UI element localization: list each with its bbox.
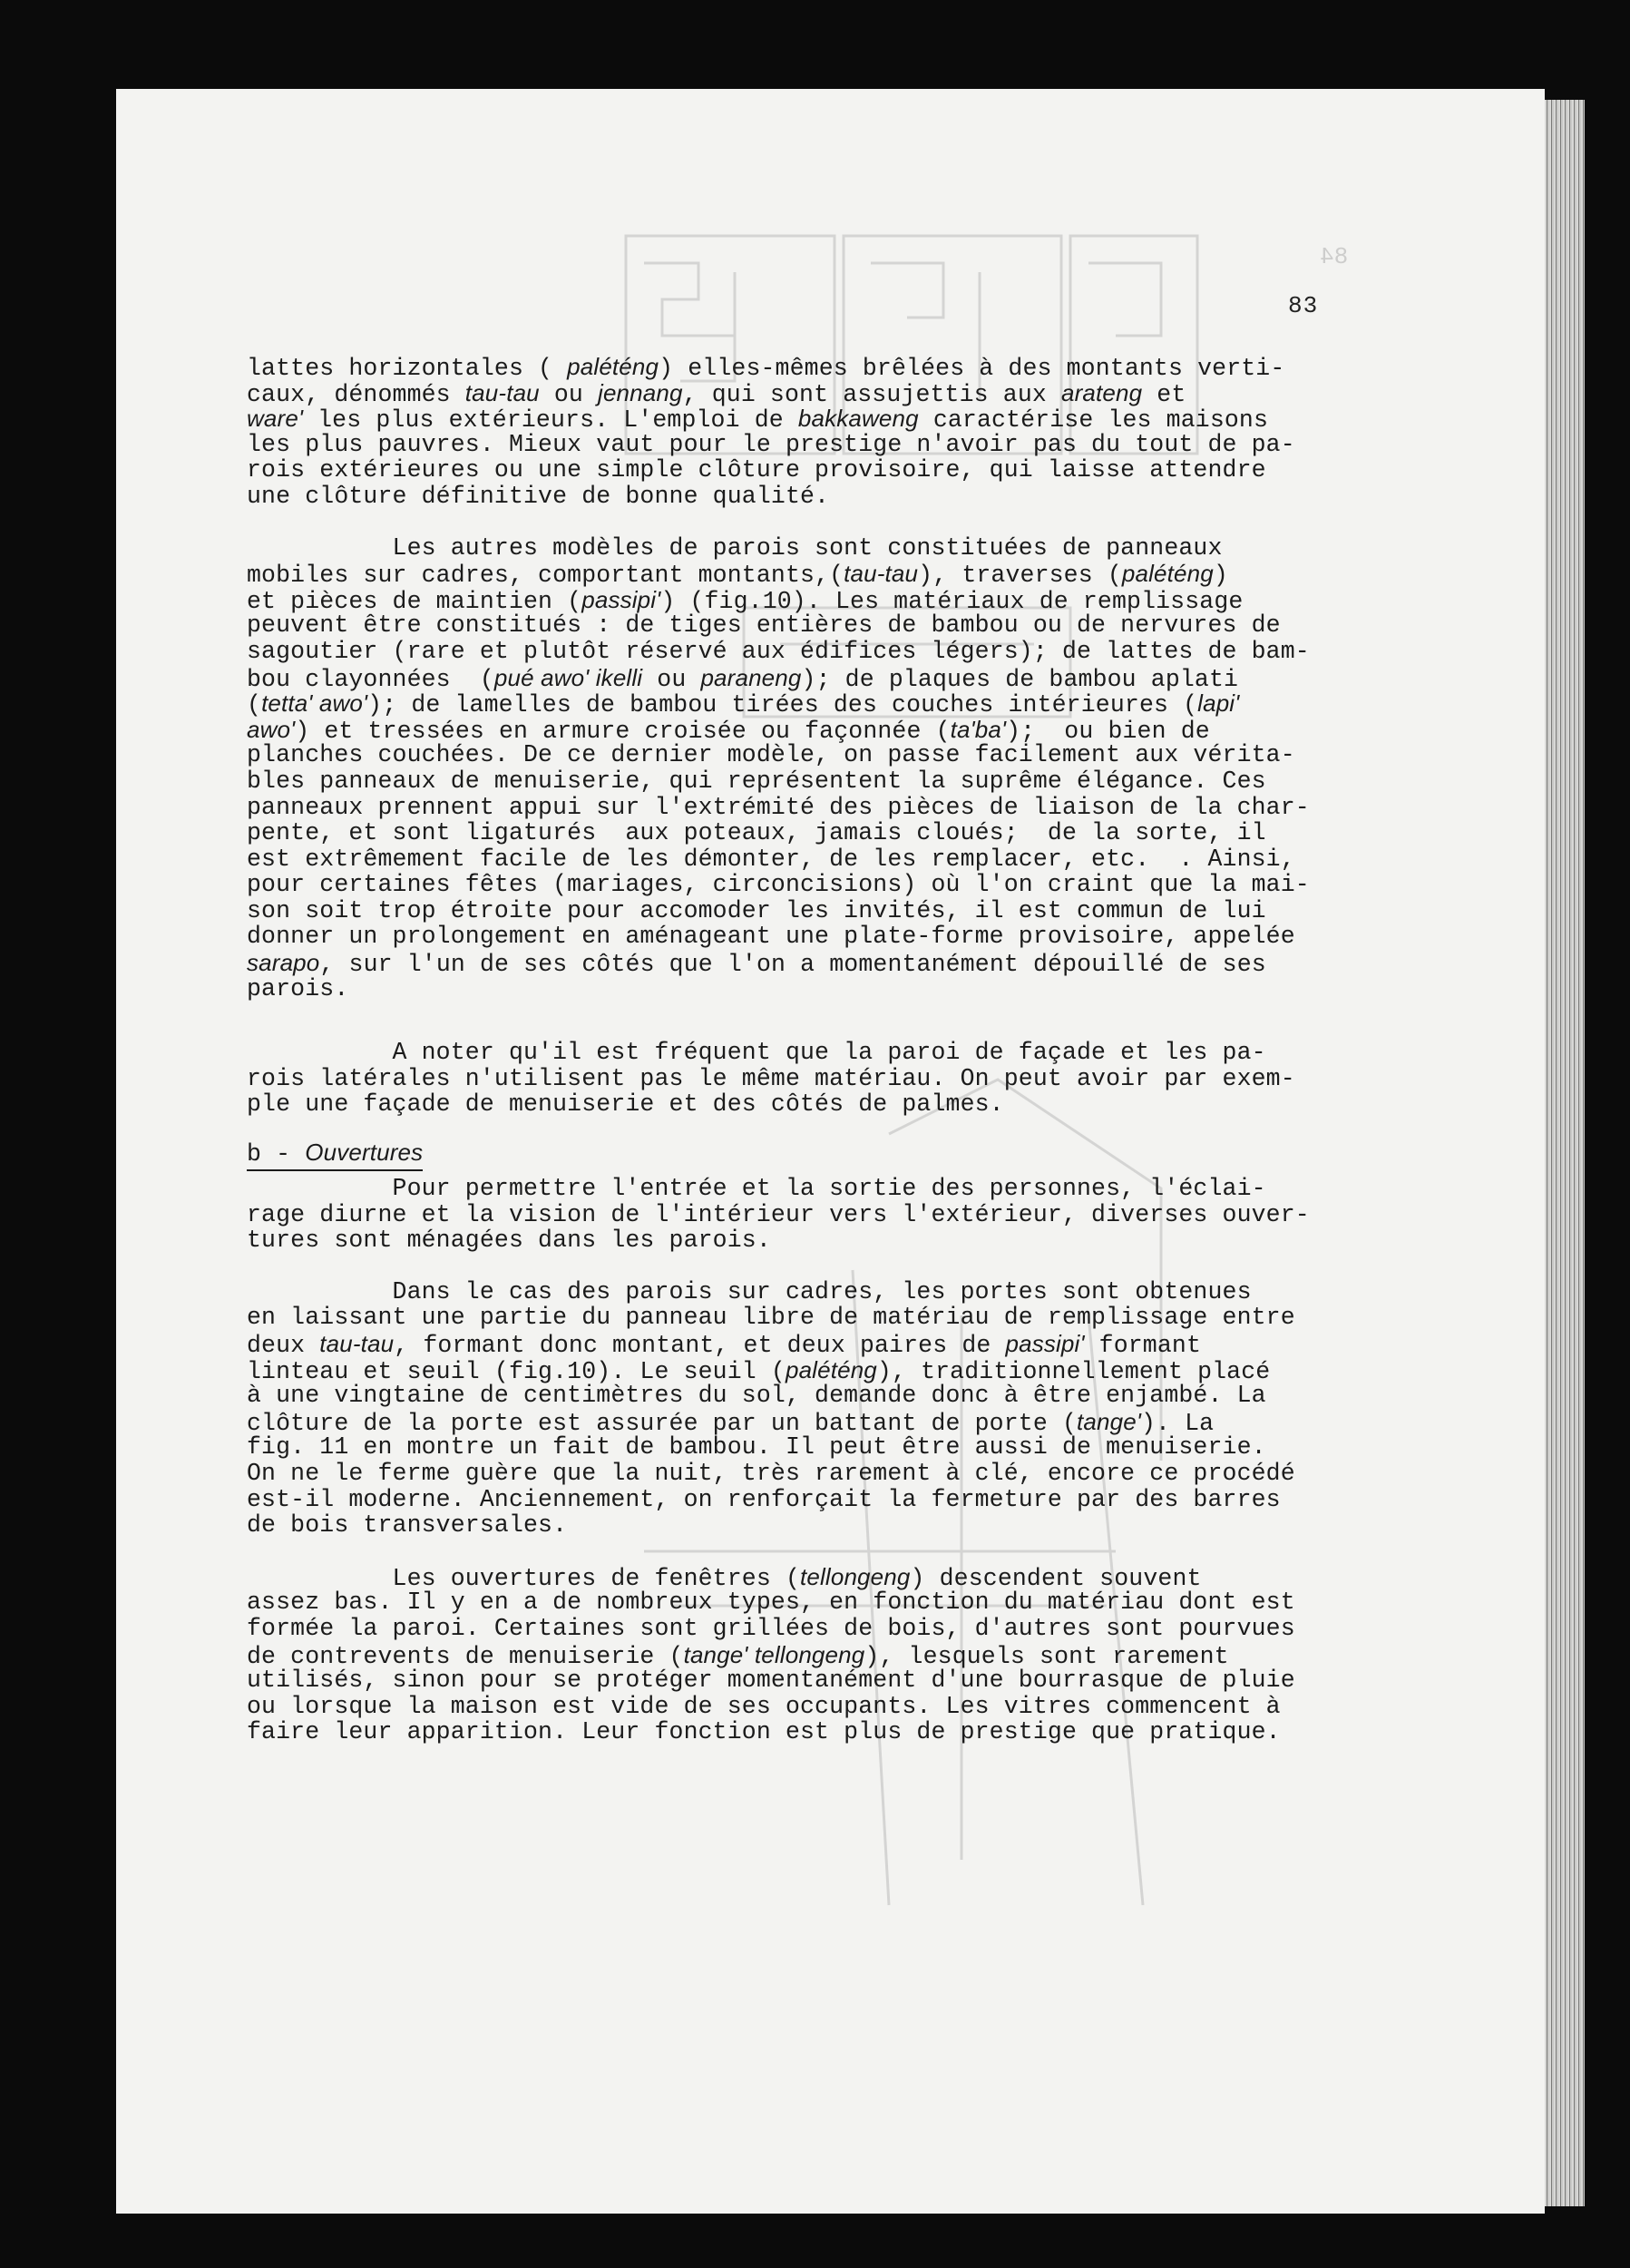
text-line [247, 1357, 1381, 1383]
italic-term: tellongeng [800, 1562, 911, 1590]
page-number: 83 [1288, 292, 1319, 319]
text-run: deux [247, 1332, 320, 1359]
text-run: est-il moderne. Anciennement, on renforçait la fermeture par des barres [247, 1485, 1281, 1513]
text-run: son soit trop étroite pour accomoder les invités, il est commun de lui [247, 896, 1266, 924]
text-run: A noter qu'il est fréquent que la paroi de façade et les pa- [247, 1039, 1266, 1067]
italic-term: tau-tau [844, 560, 919, 588]
text-run: rois latérales n'utilisent pas le même matériau. On peut avoir par exem- [247, 1064, 1295, 1092]
text-run: donner un prolongement en aménageant une plate-forme provisoire, appelée [247, 923, 1295, 951]
text-run: à une vingtaine de centimètres du sol, demande donc à être enjambé. La [247, 1382, 1266, 1410]
text-line [247, 612, 1381, 639]
text-line [247, 432, 1381, 458]
text-line [247, 949, 1381, 979]
text-run: linteau et seuil (fig.10). Le seuil ( [247, 1357, 786, 1385]
text-line [247, 690, 1381, 717]
text-run: lattes horizontales ( [247, 355, 568, 382]
text-line [247, 560, 1381, 590]
text-line [247, 639, 1381, 665]
body-text [247, 354, 1381, 1745]
italic-term: pué awo' ikelli [493, 663, 643, 691]
italic-term: ware' [247, 405, 304, 433]
text-line [247, 742, 1381, 768]
text-run: ( [247, 691, 262, 719]
text-run: formant [1084, 1332, 1202, 1359]
text-line [247, 717, 1381, 743]
text-run: peuvent être constitués : de tiges entières de bambou ou de nervures de [247, 611, 1281, 640]
italic-term: paléténg [785, 1355, 877, 1383]
text-run: panneaux prennent appui sur l'extrémité des pièces de liaison de la char- [247, 793, 1310, 821]
text-line [247, 1066, 1381, 1092]
text-run: ) et tressées en armure croisée ou façonnée ( [295, 717, 951, 745]
text-line [247, 1176, 1381, 1202]
text-run: formée la paroi. Certaines sont grillées de bois, d'autres sont pourvues [247, 1614, 1295, 1642]
bleed-through-page-number: 84 [1320, 243, 1349, 270]
paragraph-gap [247, 1118, 1381, 1136]
text-run: mobiles sur cadres, comportant montants,( [247, 562, 844, 590]
italic-term: sarapo [247, 949, 320, 977]
paragraph [247, 535, 1381, 1002]
text-line [247, 587, 1381, 613]
text-line [247, 1409, 1381, 1435]
text-run: de bois transversales. [247, 1511, 568, 1540]
text-run: Pour permettre l'entrée et la sortie des personnes, l'éclai- [247, 1175, 1266, 1203]
text-run: de contrevents de menuiserie ( [247, 1642, 684, 1670]
text-line [247, 898, 1381, 924]
text-run: , formant donc montant, et deux paires de [394, 1332, 1006, 1359]
text-run: fig. 11 en montre un fait de bambou. Il peut être aussi de menuiserie. [247, 1433, 1266, 1461]
text-line [247, 1694, 1381, 1720]
section-heading [247, 1139, 1381, 1176]
text-run: et [1142, 380, 1186, 408]
text-run: une clôture définitive de bonne qualité. [247, 482, 830, 510]
italic-term: tetta' awo' [261, 689, 368, 718]
text-line [247, 976, 1381, 1002]
text-run: ) (fig.10). Les matériaux de remplissage [660, 587, 1244, 615]
text-line [247, 1434, 1381, 1461]
paragraph [247, 1040, 1381, 1118]
section-heading-underlined [247, 1139, 423, 1171]
text-run: bles panneaux de menuiserie, qui représentent la suprême élégance. Ces [247, 767, 1266, 795]
text-line [247, 665, 1381, 691]
text-line [247, 354, 1381, 380]
italic-term: bakkaweng [797, 405, 919, 433]
text-run: tures sont ménagées dans les parois. [247, 1227, 771, 1255]
text-run: et pièces de maintien ( [247, 587, 582, 615]
text-line [247, 1279, 1381, 1305]
text-line [247, 380, 1381, 406]
text-run: ou [642, 665, 701, 693]
italic-term: tau-tau [319, 1330, 395, 1357]
paragraph-gap [247, 1002, 1381, 1040]
paragraph-gap [247, 1254, 1381, 1279]
text-line [247, 1227, 1381, 1254]
text-line [247, 405, 1381, 435]
italic-term: passipi' [1005, 1330, 1085, 1357]
text-line [247, 1719, 1381, 1745]
text-run: ou [539, 380, 599, 408]
text-line [247, 484, 1381, 510]
text-run: les plus pauvres. Mieux vaut pour le prestige n'avoir pas du tout de pa- [247, 430, 1295, 458]
italic-term: tau-tau [464, 378, 540, 406]
text-run: clôture de la porte est assurée par un battant de porte ( [247, 1409, 1077, 1437]
text-run: ple une façade de menuiserie et des côtés de palmes. [247, 1090, 1004, 1119]
text-run: sagoutier (rare et plutôt réservé aux édifices légers); de lattes de bam- [247, 637, 1310, 665]
text-line [247, 872, 1381, 898]
italic-term: paraneng [700, 663, 802, 691]
text-run: parois. [247, 974, 349, 1002]
italic-term: arateng [1060, 378, 1143, 406]
text-run: ); ou bien de [1006, 717, 1210, 745]
text-line [247, 1642, 1381, 1668]
text-run: caractérise les maisons [918, 406, 1269, 435]
text-run: ) descendent souvent [910, 1564, 1202, 1592]
text-line [247, 535, 1381, 562]
text-line [247, 1383, 1381, 1409]
text-run: pente, et sont ligaturés aux poteaux, jamais cloués; de la sorte, il [247, 819, 1266, 847]
paragraph-gap [247, 510, 1381, 535]
text-line [247, 846, 1381, 873]
text-line [247, 1331, 1381, 1357]
italic-term: lapi' [1197, 689, 1240, 718]
text-run: Les ouvertures de fenêtres ( [247, 1564, 800, 1592]
text-run: ) elles-mêmes brêlées à des montants verti- [659, 355, 1285, 382]
paragraph [247, 354, 1381, 510]
italic-term: tange' tellongeng [683, 1640, 865, 1668]
text-run: ), traditionnellement placé [876, 1357, 1271, 1385]
text-run: rage diurne et la vision de l'intérieur vers l'extérieur, diverses ouver- [247, 1200, 1310, 1228]
page-stack-edge [1545, 100, 1585, 2206]
paragraph-gap [247, 1539, 1381, 1564]
italic-term: jennang [598, 378, 683, 406]
text-line [247, 1091, 1381, 1118]
text-run: bou clayonnées ( [247, 665, 494, 693]
text-line [247, 1564, 1381, 1590]
text-line [247, 1202, 1381, 1228]
italic-term: paléténg [567, 353, 659, 380]
text-run: ), lesquels sont rarement [864, 1642, 1229, 1670]
paragraph [247, 1564, 1381, 1745]
text-run: en laissant une partie du panneau libre de matériau de remplissage entre [247, 1304, 1295, 1332]
text-line [247, 1305, 1381, 1331]
text-run: b - [247, 1140, 306, 1168]
text-line [247, 1040, 1381, 1066]
text-run: rois extérieures ou une simple clôture provisoire, qui laisse attendre [247, 456, 1266, 484]
text-run: ); de lamelles de bambou tirées des couches intérieures ( [367, 691, 1198, 719]
text-run: est extrêmement facile de les démonter, de les remplacer, etc. . Ainsi, [247, 845, 1295, 873]
text-line [247, 1667, 1381, 1694]
text-run: ). La [1140, 1409, 1215, 1437]
italic-term: ta'ba' [950, 715, 1007, 743]
text-run: Dans le cas des parois sur cadres, les portes sont obtenues [247, 1277, 1252, 1305]
text-run: , qui sont assujettis aux [682, 380, 1061, 408]
text-line [247, 457, 1381, 484]
text-line [247, 820, 1381, 846]
text-run: les plus extérieurs. L'emploi de [303, 406, 798, 435]
text-run: ); de plaques de bambou aplati [801, 665, 1239, 693]
text-run: pour certaines fêtes (mariages, circoncisions) où l'on craint que la mai- [247, 871, 1310, 899]
text-run: utilisés, sinon pour se protéger momentanément d'une bourrasque de pluie [247, 1667, 1295, 1695]
text-line [247, 1461, 1381, 1487]
text-line [247, 795, 1381, 821]
text-run: faire leur apparition. Leur fonction est plus de prestige que pratique. [247, 1718, 1281, 1746]
text-line [247, 924, 1381, 950]
italic-term: Ouvertures [305, 1139, 424, 1167]
text-run: Les autres modèles de parois sont constituées de panneaux [247, 533, 1223, 562]
text-run: ), traverses ( [918, 562, 1122, 590]
text-run: On ne le ferme guère que la nuit, très rarement à clé, encore ce procédé [247, 1459, 1295, 1487]
text-line [247, 1487, 1381, 1513]
text-line [247, 1589, 1381, 1616]
text-line [247, 1512, 1381, 1539]
text-run: ) [1213, 562, 1228, 590]
italic-term: paléténg [1121, 560, 1214, 588]
paragraph [247, 1279, 1381, 1539]
text-run: caux, dénommés [247, 380, 465, 408]
text-run: planches couchées. De ce dernier modèle, on passe facilement aux vérita- [247, 741, 1295, 769]
paragraph [247, 1176, 1381, 1254]
text-run: assez bas. Il y en a de nombreux types, en fonction du matériau dont est [247, 1589, 1295, 1617]
text-run: ou lorsque la maison est vide de ses occupants. Les vitres commencent à [247, 1692, 1281, 1720]
text-line [247, 768, 1381, 795]
italic-term: passipi' [581, 585, 661, 613]
text-run: , sur l'un de ses côtés que l'on a momentanément dépouillé de ses [319, 951, 1266, 979]
text-line [247, 1616, 1381, 1642]
italic-term: tange' [1077, 1407, 1141, 1435]
italic-term: awo' [247, 715, 296, 743]
